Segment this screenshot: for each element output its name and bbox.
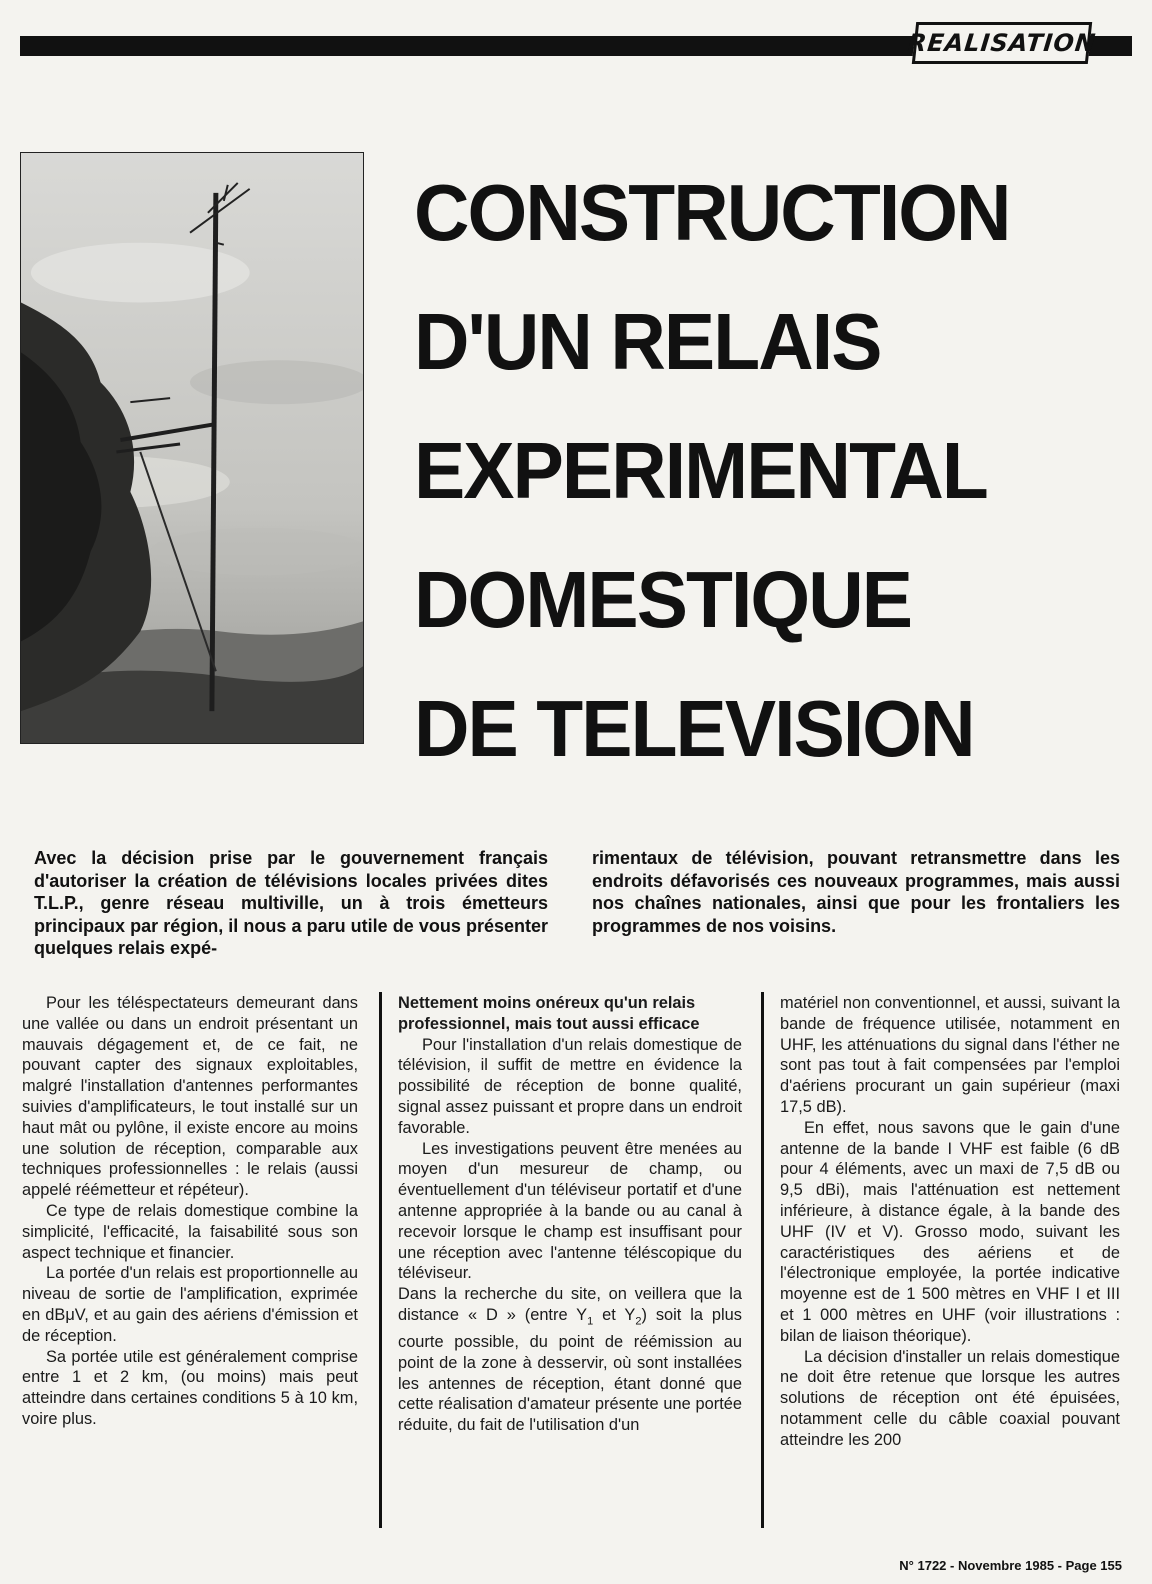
antenna-photo <box>20 152 364 744</box>
paragraph: En effet, nous savons que le gain d'une antenne de la bande I VHF est faible (6 dB pour 4 éléments, avec un maxi de 7,5 dB ou 9,5 dBi), mais l'atténuation est nettement inférieure, à distance égale, à la bande des UHF (IV et V). Grosso modo, suivant les caractéristiques des aériens et de l'électronique employée, la portée indicative moyenne est de 1 500 mètres en VHF I et III et 1 000 mètres en UHF (voir illustrations : bilan de liaison théorique). <box>780 1118 1120 1345</box>
title-line: EXPERIMENTAL <box>414 426 987 515</box>
column-rule <box>761 992 764 1528</box>
paragraph: matériel non conventionnel, et aussi, suivant la bande de fréquence utilisée, notamment en UHF, les atténuations du signal dans l'éther ne sont pas tout à fait compensées par l'emploi d'aériens procurant un gain supérieur (maxi 17,5 dB). <box>780 994 1120 1116</box>
title-line: CONSTRUCTION <box>414 168 1010 257</box>
paragraph: La portée d'un relais est proportionnelle au niveau de sortie de l'amplification, exprimée en dBμV, et au gain des aériens d'émission et de réception. <box>22 1264 358 1345</box>
column-1 <box>22 993 358 1430</box>
paragraph: Dans la recherche du site, on veillera que la distance « D » (entre $Y_1$ et $Y_2$) soit la plus courte possible, du point de réémission au point de la zone à desservir, où sont installées les antennes de réception, étant donné que cette réalisation d'amateur présente une portée réduite, du fait de l'utilisation d'un <box>398 1285 742 1435</box>
paragraph: Ce type de relais domestique combine la simplicité, l'efficacité, la faisabilité sous son aspect technique et financier. <box>22 1201 358 1262</box>
title-line: D'UN RELAIS <box>414 297 881 386</box>
intro-left: Avec la décision prise par le gouvernement français d'autoriser la création de télévisions locales privées dites T.L.P., genre réseau multiville, un à trois émetteurs principaux par région, il nous a paru utile de vous présenter quelques relais expé- <box>34 848 548 958</box>
section-tag: REALISATION <box>912 22 1092 64</box>
article-title <box>414 148 1134 793</box>
title-line: DOMESTIQUE <box>414 555 912 644</box>
page-footer: N° 1722 - Novembre 1985 - Page 155 <box>899 1558 1122 1573</box>
antenna-mast-icon <box>21 153 363 743</box>
paragraph: Pour l'installation d'un relais domestique de télévision, il suffit de mettre en évidence la possibilité de réception de bonne qualité, signal assez puissant et propre dans un endroit favorable. <box>398 1035 742 1137</box>
paragraph: Pour les téléspectateurs demeurant dans une vallée ou dans un endroit présentant un mauvais dégagement et, de ce fait, ne pouvant capter des signaux exploitables, malgré l'installation d'antennes performantes suivies d'amplificateurs, le tout installé sur un haut mât ou pylône, il existe encore au moins une solution de réception, comparable aux techniques professionnelles : le relais (aussi appelé réémetteur et répéteur). <box>22 994 358 1200</box>
column-2 <box>398 993 742 1436</box>
subheading: Nettement moins onéreux qu'un relais professionnel, mais tout aussi efficace <box>398 994 700 1033</box>
title-line: DE TELEVISION <box>414 684 974 773</box>
paragraph: Sa portée utile est généralement comprise entre 1 et 2 km, (ou moins) mais peut atteindre dans certaines conditions 5 à 10 km, voire plus. <box>22 1347 358 1428</box>
paragraph: Les investigations peuvent être menées au moyen d'un mesureur de champ, ou éventuellement d'un téléviseur portatif et d'une antenne appropriée à la bande ou au canal à recevoir lorsque le champ est insuffisant pour une réception avec l'antenne téléscopique du téléviseur. <box>398 1139 742 1283</box>
paragraph: La décision d'installer un relais domestique ne doit être retenue que lorsque les autres solutions de réception ont été épuisées, notamment celle du câble coaxial pouvant atteindre les 200 <box>780 1347 1120 1449</box>
column-rule <box>379 992 382 1528</box>
column-3 <box>780 993 1120 1451</box>
intro-right: rimentaux de télévision, pouvant retransmettre dans les endroits défavorisés ces nouveaux programmes, mais aussi nos chaînes nationales, ainsi que pour les frontaliers les programmes de nos voisins. <box>592 848 1120 936</box>
